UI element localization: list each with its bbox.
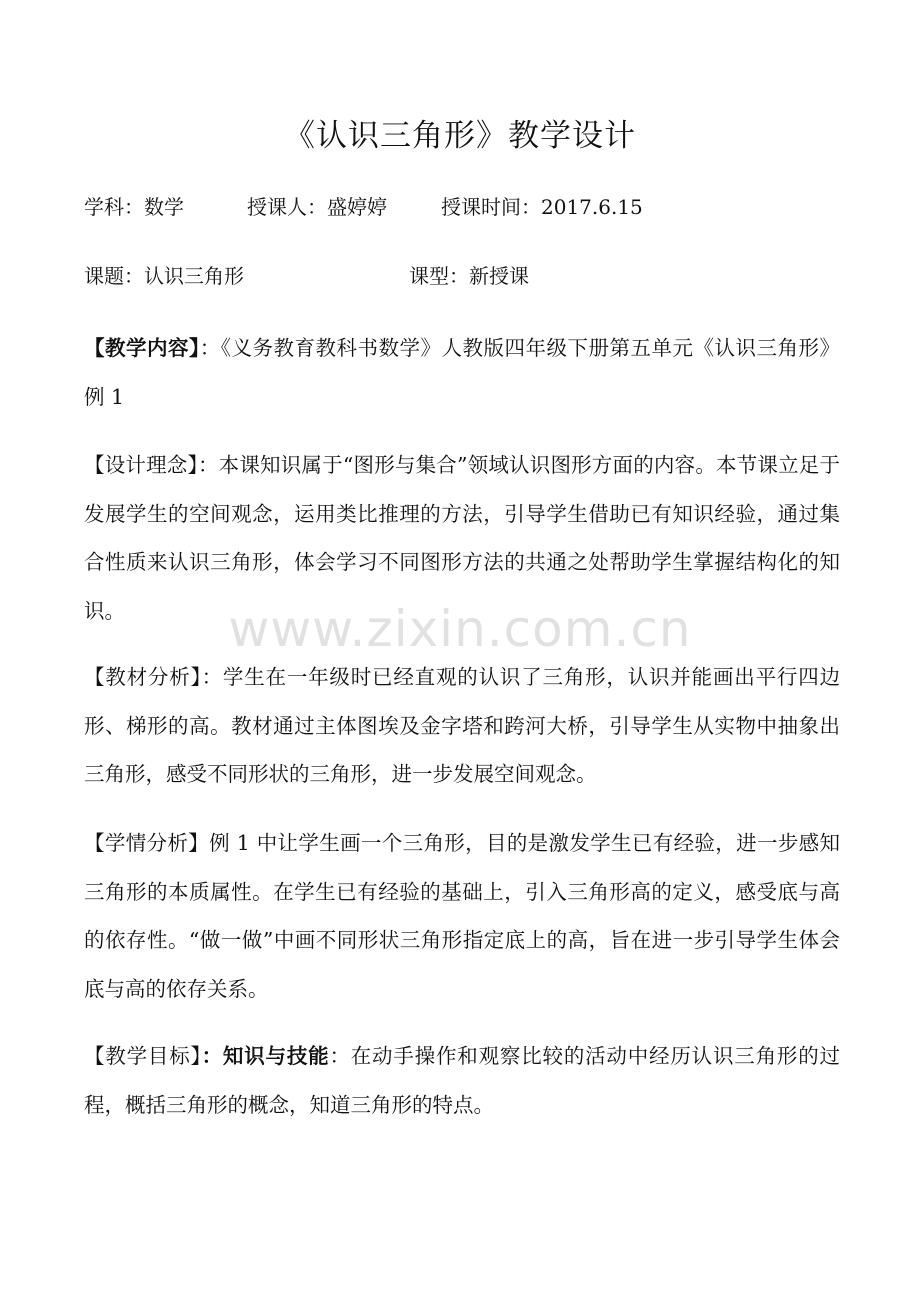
section-heading: 【教学目标】 [84,1044,202,1068]
watermark: www.zixin.com.cn [228,600,692,658]
subject-label: 学科：数学 [84,195,184,219]
section-heading: 【设计理念】 [84,453,198,477]
section-heading: 【学情分析】 [84,831,210,855]
lesson-type-label: 课型：新授课 [409,264,529,288]
section-body: ：本课知识属于“图形与集合”领域认识图形方面的内容。本节课立足于发展学生的空间观念，运用类比推理的方法，引导学生借助已有知识经验，通过集合性质来认识三角形，体会学习不同图形方法的共通之处帮助学生掌握结构化的知识。 [84,453,840,623]
document-title: 《认识三角形》教学设计 [284,118,636,154]
teacher-label: 授课人：盛婷婷 [247,195,387,219]
topic-label: 课题：认识三角形 [84,264,244,288]
section-body: ：在动手操作和观察比较的活动中经历认识三角形的过程，概括三角形的概念，知道三角形的特点。 [84,1044,841,1117]
section-material-analysis [84,653,840,799]
section-body: ：《义务教育教科书数学》人教版四年级下册第五单元《认识三角形》例 1 [84,336,840,409]
section-teaching-goals [84,1032,840,1129]
section-heading: 【教学内容】 [84,336,200,360]
section-design-concept [84,441,840,635]
section-body: 例 1 中让学生画一个三角形，目的是激发学生已有经验，进一步感知三角形的本质属性。在学生已有经验的基础上，引入三角形高的定义，感受底与高的依存性。“做一做”中画不同形状三角形指定底上的高，旨在进一步引导学生体会底与高的依存关系。 [84,831,841,1001]
section-student-analysis [84,819,840,1013]
section-teaching-content [84,324,840,421]
section-heading: 【教材分析】 [84,665,202,689]
date-label: 授课时间：2017.6.15 [441,195,643,219]
section-body: ：学生在一年级时已经直观的认识了三角形，认识并能画出平行四边形、梯形的高。教材通过主体图埃及金字塔和跨河大桥，引导学生从实物中抽象出三角形，感受不同形状的三角形，进一步发展空间观念。 [84,665,840,786]
section-subheading: ：知识与技能 [201,1044,330,1068]
